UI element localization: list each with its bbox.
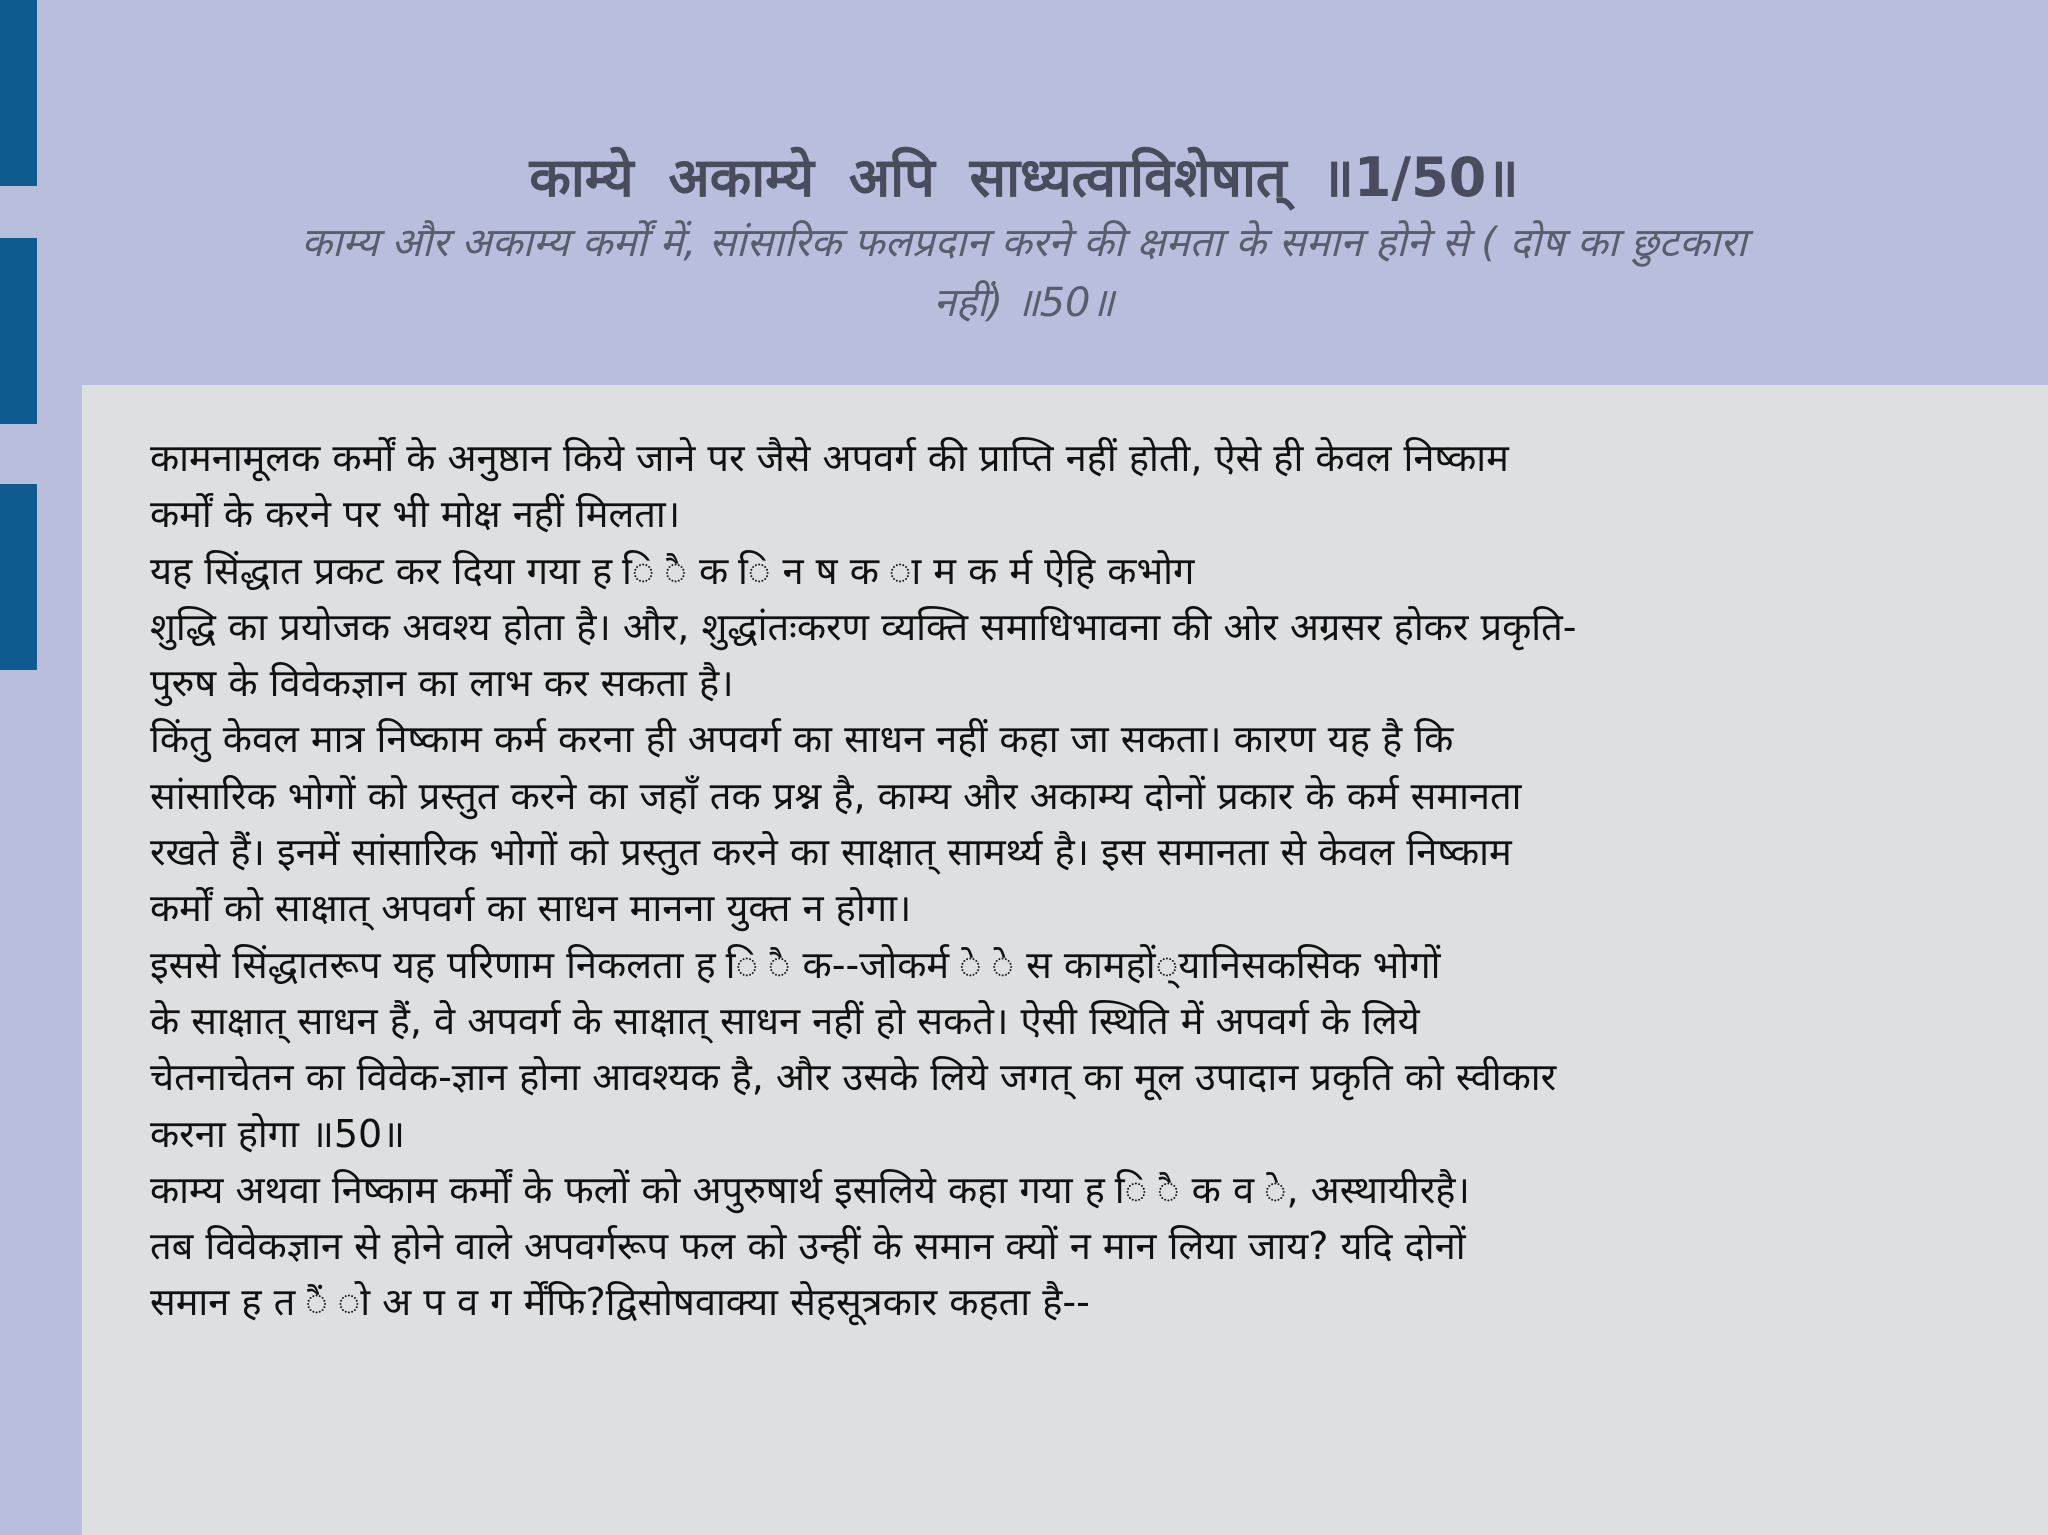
body-line: रखते हैं। इनमें सांसारिक भोगों को प्रस्तुत करने का साक्षात् सामर्थ्य है। इस समानता से केवल निष्काम	[150, 830, 1512, 875]
body-line: के साक्षात् साधन हैं, वे अपवर्ग के साक्षात् साधन नहीं हो सकते। ऐसी स्थिति में अपवर्ग के लिये	[150, 998, 1420, 1043]
body-line: कामनामूलक कर्मों के अनुष्ठान किये जाने पर जैसे अपवर्ग की प्राप्ति नहीं होती, ऐसे ही केवल निष्काम	[150, 436, 1509, 480]
side-accent-bar-bottom	[0, 484, 37, 670]
body-line: सांसारिक भोगों को प्रस्तुत करने का जहाँ तक प्रश्न है, काम्य और अकाम्य दोनों प्रकार के कर्म समानता	[150, 773, 1522, 818]
body-line: किंतु केवल मात्र निष्काम कर्म करना ही अपवर्ग का साधन नहीं कहा जा सकता। कारण यह है कि	[150, 717, 1454, 762]
body-line: तब विवेकज्ञान से होने वाले अपवर्गरूप फल को उन्हीं के समान क्यों न मान लिया जाय? यदि दोनों	[150, 1224, 1466, 1269]
body-line: कर्मों को साक्षात् अपवर्ग का साधन मानना युक्त न होगा।	[150, 886, 912, 931]
body-line: चेतनाचेतन का विवेक-ज्ञान होना आवश्यक है, और उसके लिये जगत् का मूल उपादान प्रकृति को स्वीकार	[150, 1055, 1557, 1100]
title-area	[0, 148, 2048, 333]
body-line: पुरुष के विवेकज्ञान का लाभ कर सकता है।	[150, 661, 734, 706]
slide-title: काम्ये अकाम्ये अपि साध्यत्वाविशेषात् ॥1/50॥	[529, 146, 1519, 209]
body-line: करना होगा ॥50॥	[150, 1111, 405, 1156]
body-line: समान ह त ैं ो अ प व ग र्मेंफि?द्विसोषवाक्या सेहसूत्रकार कहता है--	[150, 1280, 1090, 1325]
body-line: इससे सिंद्धातरूप यह परिणाम निकलता ह ि ै क--जोकर्म े े स कामहों्यानिसकसिक भोगों	[150, 942, 1441, 987]
body-line: काम्य अथवा निष्काम कर्मों के फलों को अपुरुषार्थ इसलिये कहा गया ह ि ै क व े, अस्थायीरहै।	[150, 1167, 1470, 1212]
body-line: कर्मों के करने पर भी मोक्ष नहीं मिलता।	[150, 492, 681, 537]
body-line: यह सिंद्धात प्रकट कर दिया गया ह ि ै क ि न ष क ा म क र्म ऐहि कभोग	[150, 548, 1195, 593]
slide-subtitle: काम्य और अकाम्य कर्मों में, सांसारिक फलप्रदान करने की क्षमता के समान होने से ( दोष का छुटकारा नहीं) ॥50॥	[301, 220, 1747, 327]
body-line: शुद्धि का प्रयोजक अवश्य होता है। और, शुद्धांतःकरण व्यक्ति समाधिभावना की ओर अग्रसर होकर प्रकृति-	[150, 604, 1577, 649]
body-text	[150, 430, 2030, 1331]
content-panel	[82, 385, 2048, 1535]
